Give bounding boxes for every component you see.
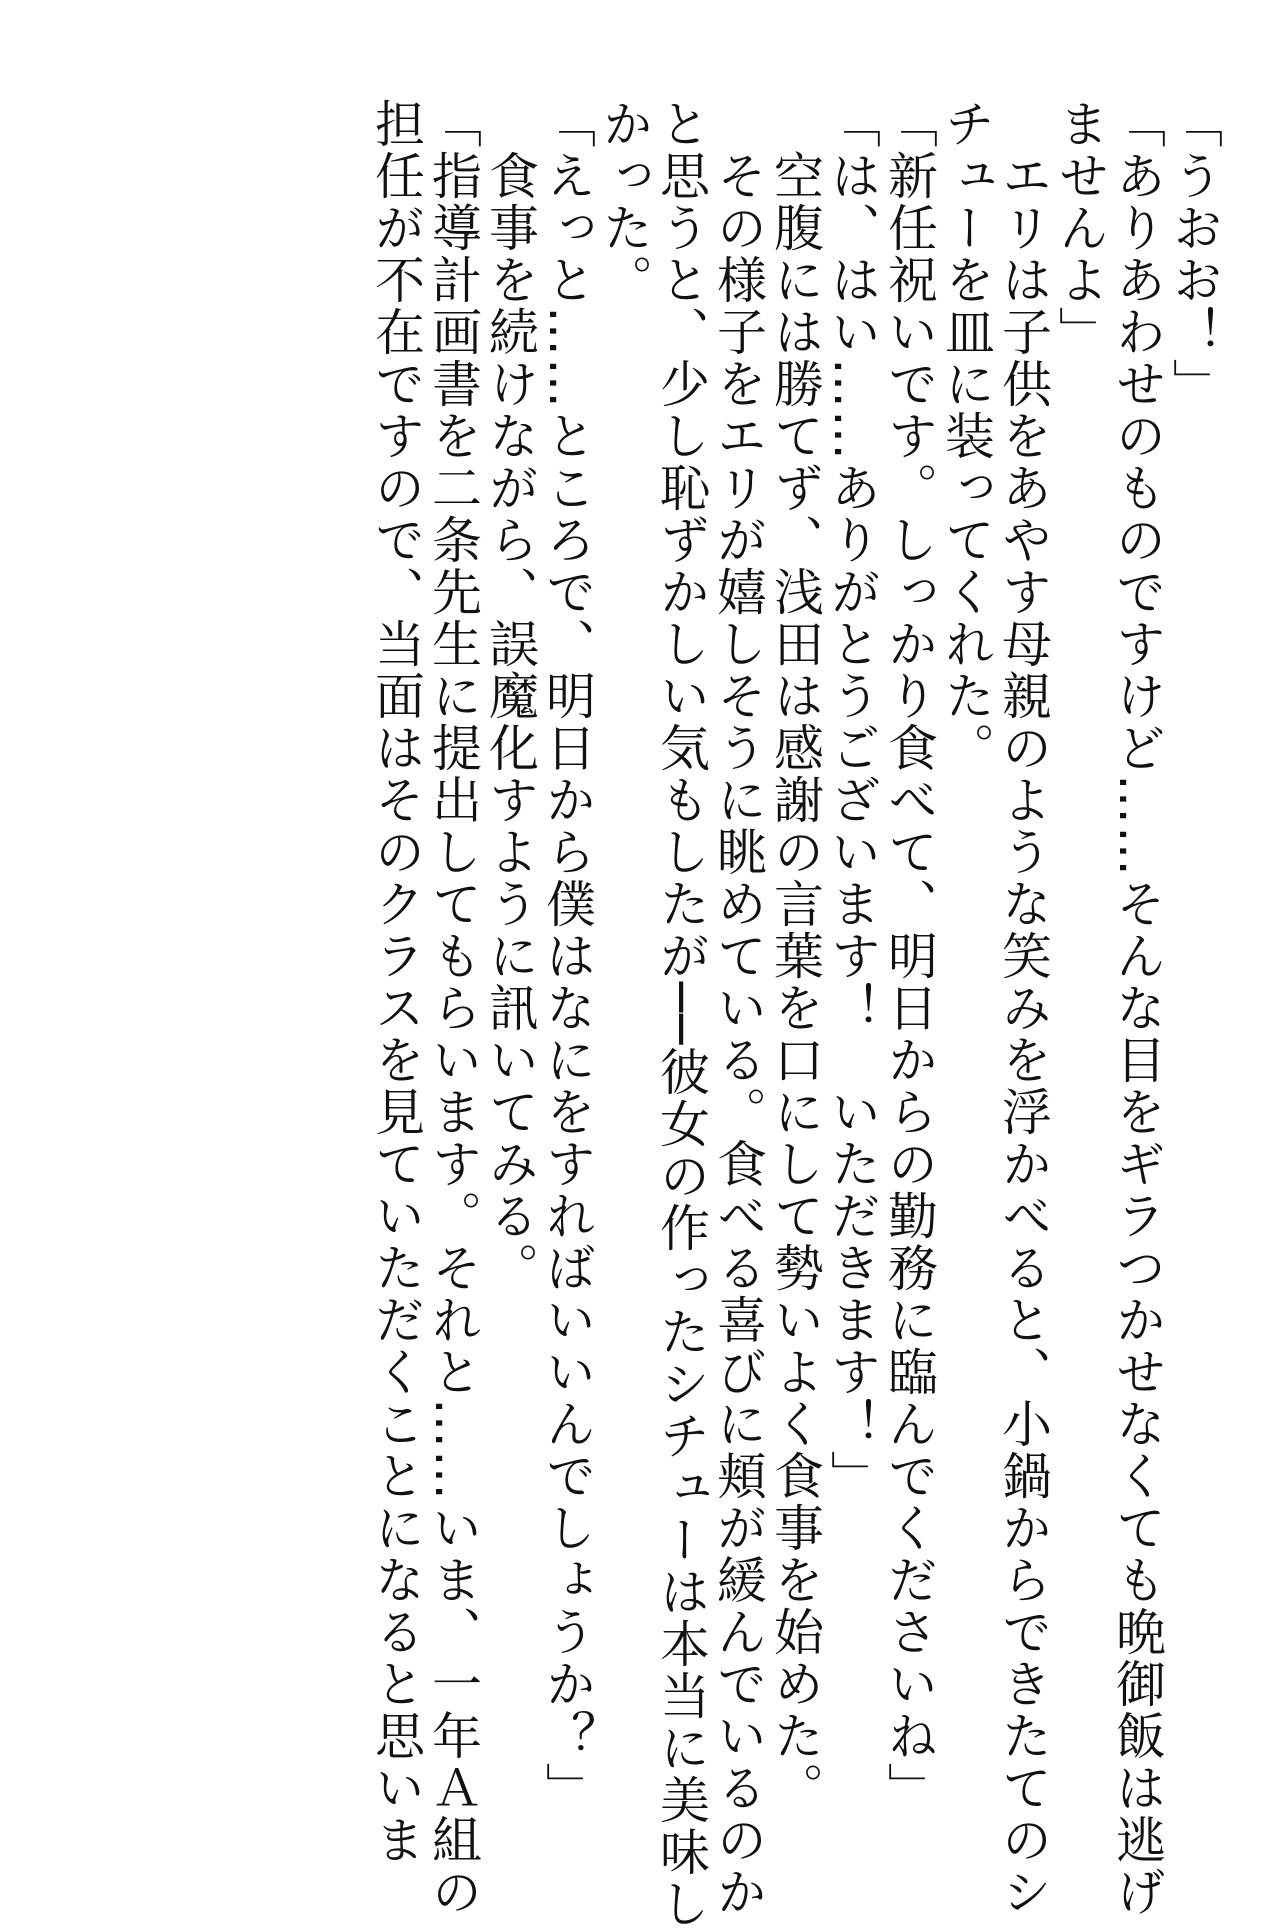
text-line: その様子をエリが嬉しそうに眺めている。食べる喜びに頬が緩んでいるのか [709, 98, 767, 1918]
text-line: 「うおお！」 [1165, 98, 1223, 410]
text-line: 食事を続けながら、誤魔化すように訊いてみる。 [481, 98, 539, 1294]
text-line: 「指導計画書を二条先生に提出してもらいます。それと……いま、一年Ａ組の [424, 98, 482, 1918]
text-line: 「は、はい……ありがとうございます！ いただきます！」 [823, 98, 881, 1502]
text-line: かった。 [595, 98, 653, 306]
text-line: ませんよ」 [1051, 98, 1109, 358]
text-line: と思うと、少し恥ずかしい気もしたが──彼女の作ったシチューは本当に美味し [652, 98, 710, 1930]
text-line: 担任が不在ですので、当面はそのクラスを見ていただくことになると思いま [367, 98, 425, 1866]
text-line: エリは子供をあやす母親のような笑みを浮かべると、小鍋からできたてのシ [994, 98, 1052, 1918]
text-line: 空腹には勝てず、浅田は感謝の言葉を口にして勢いよく食事を始めた。 [766, 98, 824, 1814]
text-line: チューを皿に装ってくれた。 [937, 98, 995, 774]
text-line: 「えっと……ところで、明日から僕はなにをすればいいんでしょうか？」 [538, 98, 596, 1814]
vertical-text-body [367, 98, 1223, 1930]
text-line: 「新任祝いです。しっかり食べて、明日からの勤務に臨んでくださいね」 [880, 98, 938, 1814]
text-line: 「ありあわせのものですけど……そんな目をギラつかせなくても晩御飯は逃げ [1108, 98, 1166, 1918]
